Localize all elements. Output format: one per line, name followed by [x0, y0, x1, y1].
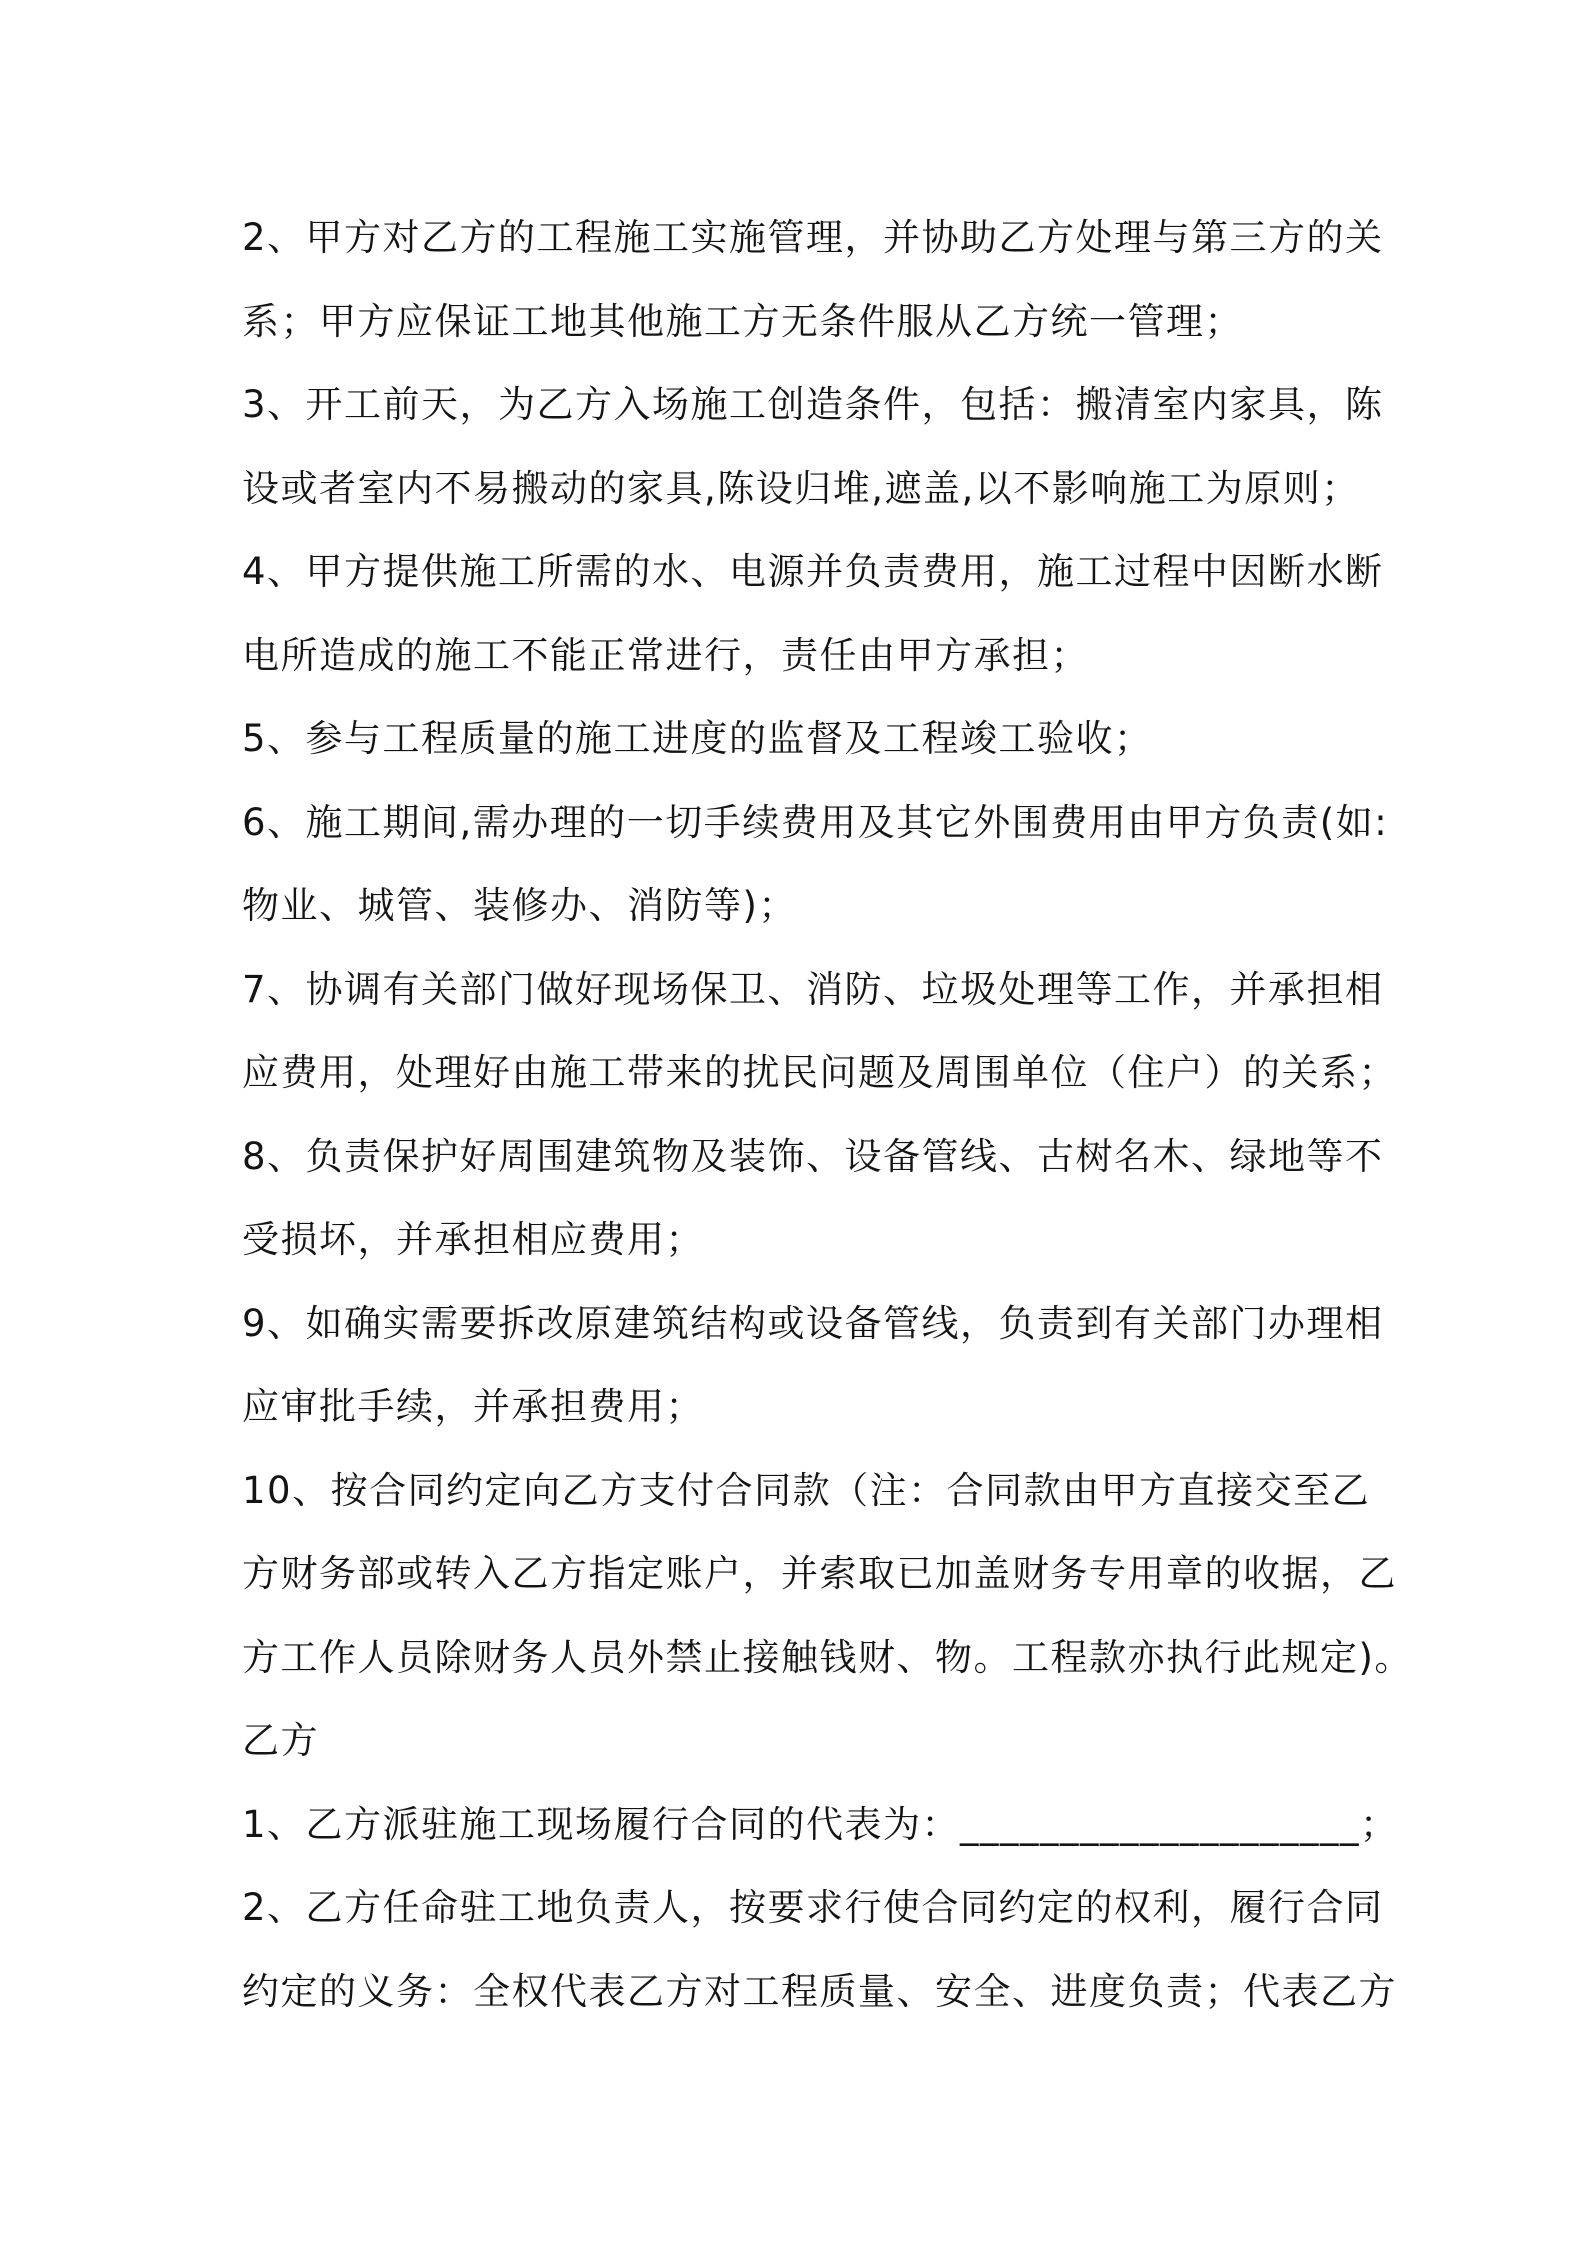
- text-line: 物业、城管、装修办、消防等)；: [242, 884, 797, 927]
- text-line: 2、甲方对乙方的工程施工实施管理，并协助乙方处理与第三方的关: [242, 216, 1384, 259]
- text-line: 设或者室内不易搬动的家具,陈设归堆,遮盖,以不影响施工为原则；: [242, 466, 1360, 510]
- text-line: 1、乙方派驻施工现场履行合同的代表为：____________________；: [242, 1802, 1399, 1846]
- contract-body: [242, 196, 1413, 2033]
- text-line: 3、开工前天，为乙方入场施工创造条件，包括：搬清室内家具，陈: [242, 383, 1384, 426]
- text-line: 约定的义务：全权代表乙方对工程质量、安全、进度负责；代表乙方: [242, 1969, 1397, 2013]
- text-line: 受损坏，并承担相应费用；: [242, 1218, 704, 1261]
- text-line: 7、协调有关部门做好现场保卫、消防、垃圾处理等工作，并承担相: [242, 967, 1384, 1011]
- section-heading-party-b: 乙方: [242, 1719, 319, 1762]
- text-line: 2、乙方任命驻工地负责人，按要求行使合同约定的权利，履行合同: [242, 1886, 1384, 1929]
- text-line: 8、负责保护好周围建筑物及装饰、设备管线、古树名木、绿地等不: [242, 1134, 1384, 1178]
- text-line: 应审批手续，并承担费用；: [242, 1385, 704, 1428]
- text-line: 电所造成的施工不能正常进行，责任由甲方承担；: [242, 633, 1089, 677]
- text-line: 应费用，处理好由施工带来的扰民问题及周围单位（住户）的关系；: [242, 1051, 1397, 1094]
- text-line: 10、按合同约定向乙方支付合同款（注：合同款由甲方直接交至乙: [242, 1468, 1371, 1512]
- text-line: 方财务部或转入乙方指定账户，并索取已加盖财务专用章的收据，乙: [242, 1552, 1397, 1595]
- text-line: 方工作人员除财务人员外禁止接触钱财、物。工程款亦执行此规定)。: [242, 1635, 1413, 1679]
- text-line: 4、甲方提供施工所需的水、电源并负责费用，施工过程中因断水断: [242, 550, 1384, 593]
- text-line: 5、参与工程质量的施工进度的监督及工程竣工验收；: [242, 717, 1153, 760]
- text-line: 系；甲方应保证工地其他施工方无条件服从乙方统一管理；: [242, 299, 1243, 343]
- text-line: 9、如确实需要拆改原建筑结构或设备管线，负责到有关部门办理相: [242, 1301, 1384, 1345]
- text-line: 6、施工期间,需办理的一切手续费用及其它外围费用由甲方负责(如:: [242, 800, 1389, 844]
